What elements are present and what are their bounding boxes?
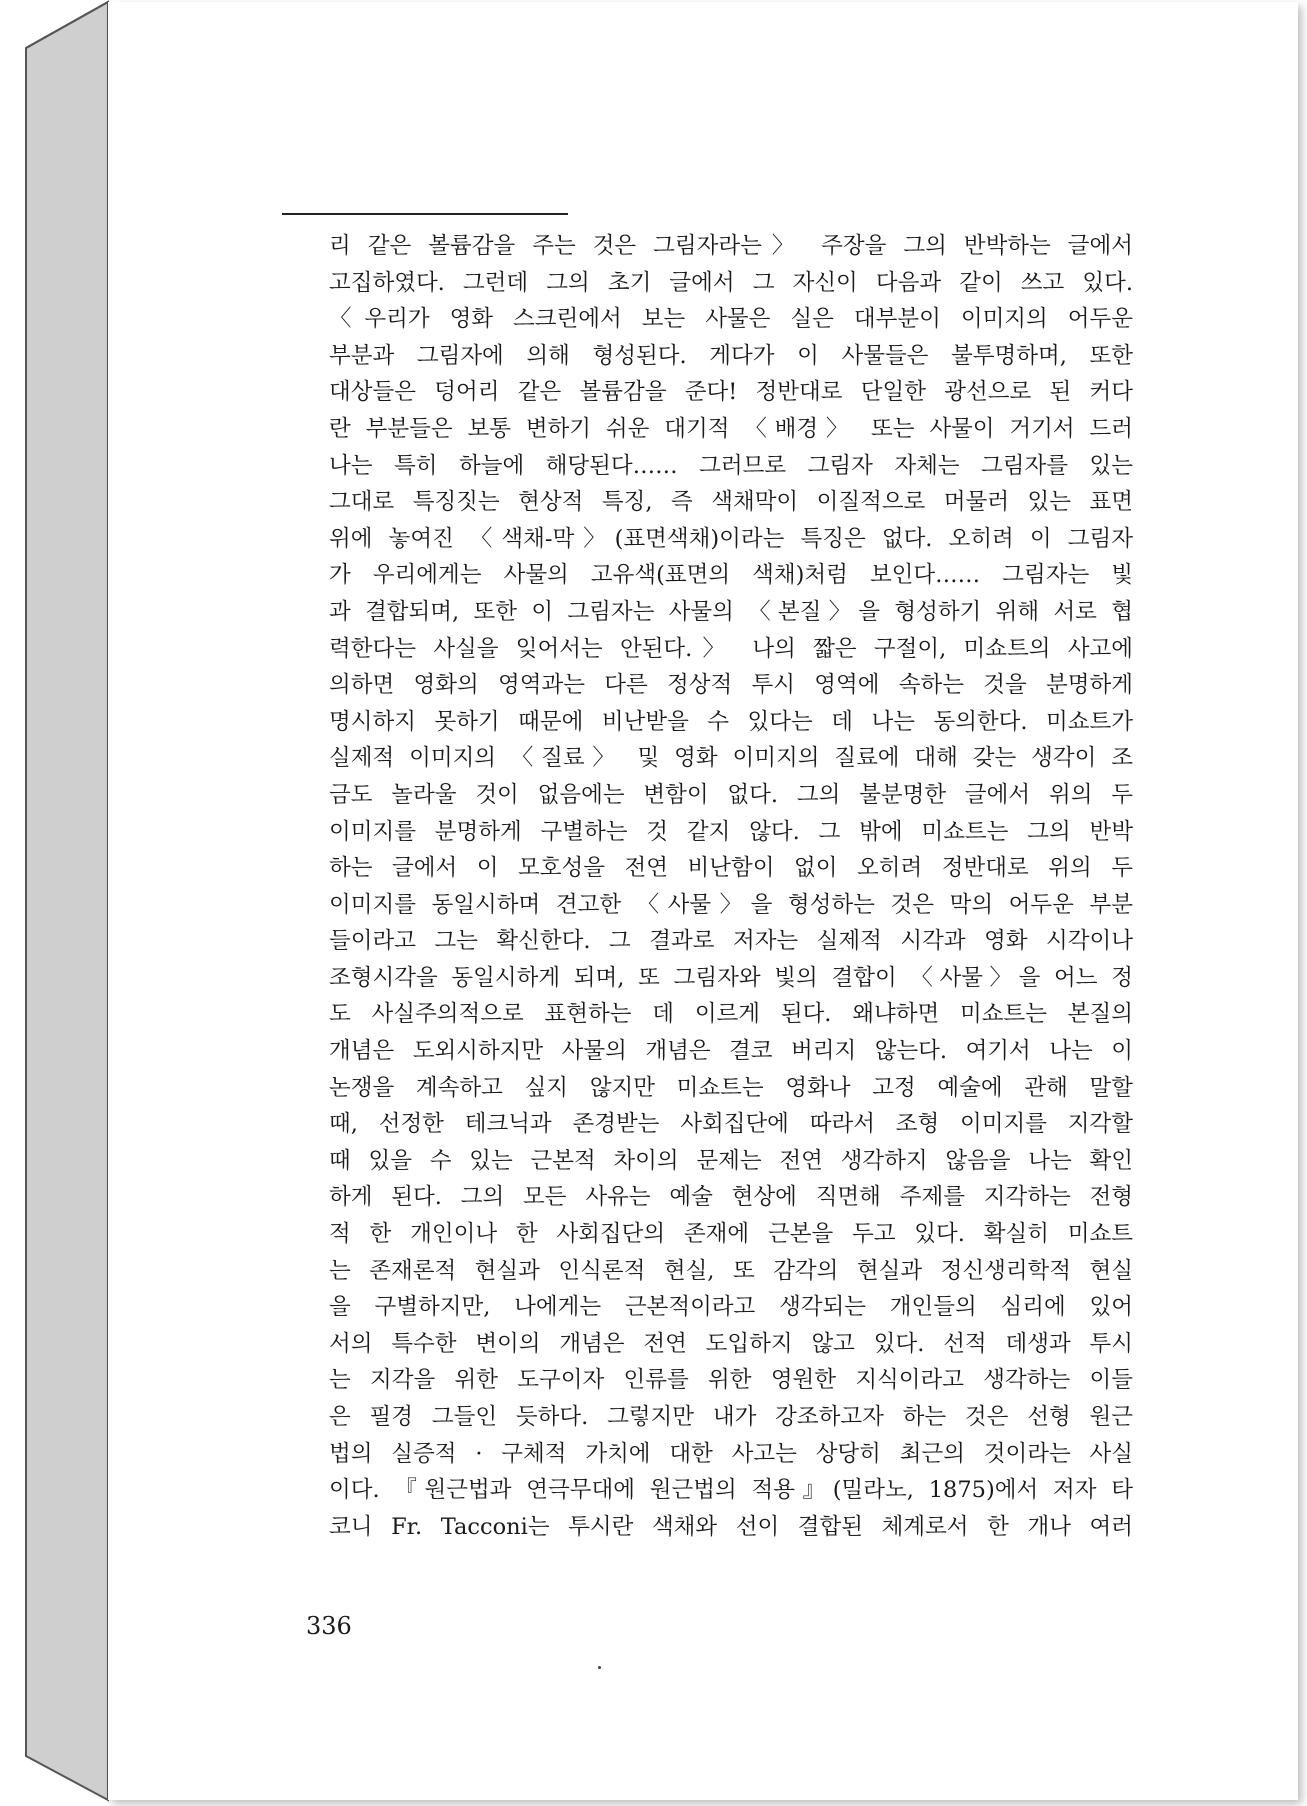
text-line: 법의 실증적 · 구체적 가치에 대한 사고는 상당히 최근의 것이라는 사실 [329, 1440, 1133, 1467]
text-line: 그대로 특징짓는 현상적 특징, 즉 색채막이 이질적으로 머물러 있는 표면 [329, 489, 1133, 516]
text-line: 력한다는 사실을 잊어서는 안된다.〉 나의 짧은 구절이, 미쇼트의 사고에 [329, 635, 1133, 662]
text-line: 란 부분들은 보통 변하기 쉬운 대기적 〈배경〉 또는 사물이 거기서 드러 [329, 415, 1133, 442]
text-line: 을 구별하지만, 나에게는 근본적이라고 생각되는 개인들의 심리에 있어 [329, 1294, 1133, 1321]
text-line: 는 지각을 위한 도구이자 인류를 위한 영원한 지식이라고 생각하는 이들 [329, 1367, 1133, 1394]
text-line: 이미지를 동일시하며 견고한 〈사물〉을 형성하는 것은 막의 어두운 부분 [329, 891, 1133, 918]
text-line: 논쟁을 계속하고 싶지 않지만 미쇼트는 영화나 고정 예술에 관해 말할 [329, 1074, 1133, 1101]
print-speck [598, 1666, 601, 1669]
text-line: 가 우리에게는 사물의 고유색(표면의 색채)처럼 보인다…… 그림자는 빛 [329, 562, 1133, 589]
text-line: 이다. 『원근법과 연극무대에 원근법의 적용』(밀라노, 1875)에서 저자 타 [329, 1477, 1133, 1504]
text-line: 하게 된다. 그의 모든 사유는 예술 현상에 직면해 주제를 지각하는 전형 [329, 1184, 1133, 1211]
body-text [329, 228, 1133, 1545]
text-line: 때, 선정한 테크닉과 존경받는 사회집단에 따라서 조형 이미지를 지각할 [329, 1111, 1133, 1138]
text-line: 〈우리가 영화 스크린에서 보는 사물은 실은 대부분이 이미지의 어두운 [329, 306, 1133, 333]
footnote-rule [282, 213, 568, 215]
text-line: 위에 놓여진 〈색채-막〉(표면색채)이라는 특징은 없다. 오히려 이 그림자 [329, 525, 1133, 552]
text-line: 실제적 이미지의 〈질료〉 및 영화 이미지의 질료에 대해 갖는 생각이 조 [329, 745, 1133, 772]
text-line: 이미지를 분명하게 구별하는 것 같지 않다. 그 밖에 미쇼트는 그의 반박 [329, 818, 1133, 845]
text-line: 때 있을 수 있는 근본적 차이의 문제는 전연 생각하지 않음을 나는 확인 [329, 1147, 1133, 1174]
page-number: 336 [306, 1612, 352, 1640]
text-line: 하는 글에서 이 모호성을 전연 비난함이 없이 오히려 정반대로 위의 두 [329, 855, 1133, 882]
text-line: 과 결합되며, 또한 이 그림자는 사물의 〈본질〉을 형성하기 위해 서로 협 [329, 598, 1133, 625]
text-line: 코니 Fr. Tacconi는 투시란 색채와 선이 결합된 체계로서 한 개나 여러 [329, 1513, 1133, 1540]
text-line: 서의 특수한 변이의 개념은 전연 도입하지 않고 있다. 선적 데생과 투시 [329, 1330, 1133, 1357]
text-line: 도 사실주의적으로 표현하는 데 이르게 된다. 왜냐하면 미쇼트는 본질의 [329, 1001, 1133, 1028]
text-line: 나는 특히 하늘에 해당된다…… 그러므로 그림자 자체는 그림자를 있는 [329, 452, 1133, 479]
text-line: 는 존재론적 현실과 인식론적 현실, 또 감각의 현실과 정신생리학적 현실 [329, 1257, 1133, 1284]
text-line: 리 같은 볼륨감을 주는 것은 그림자라는〉 주장을 그의 반박하는 글에서 [329, 233, 1133, 259]
text-line: 부분과 그림자에 의해 형성된다. 게다가 이 사물들은 불투명하며, 또한 [329, 342, 1133, 369]
text-line: 의하면 영화의 영역과는 다른 정상적 투시 영역에 속하는 것을 분명하게 [329, 672, 1133, 699]
text-line: 조형시각을 동일시하게 되며, 또 그림자와 빛의 결합이 〈사물〉을 어느 정 [329, 964, 1133, 991]
text-line: 금도 놀라울 것이 없음에는 변함이 없다. 그의 불분명한 글에서 위의 두 [329, 781, 1133, 808]
text-line: 적 한 개인이나 한 사회집단의 존재에 근본을 두고 있다. 확실히 미쇼트 [329, 1221, 1133, 1248]
text-line: 대상들은 덩어리 같은 볼륨감을 준다! 정반대로 단일한 광선으로 된 커다 [329, 379, 1133, 406]
text-line: 명시하지 못하기 때문에 비난받을 수 있다는 데 나는 동의한다. 미쇼트가 [329, 708, 1133, 735]
text-line: 고집하였다. 그런데 그의 초기 글에서 그 자신이 다음과 같이 쓰고 있다. [329, 269, 1133, 296]
text-line: 개념은 도외시하지만 사물의 개념은 결코 버리지 않는다. 여기서 나는 이 [329, 1038, 1133, 1065]
text-line: 들이라고 그는 확신한다. 그 결과로 저자는 실제적 시각과 영화 시각이나 [329, 928, 1133, 955]
text-line: 은 필경 그들인 듯하다. 그렇지만 내가 강조하고자 하는 것은 선형 원근 [329, 1404, 1133, 1430]
